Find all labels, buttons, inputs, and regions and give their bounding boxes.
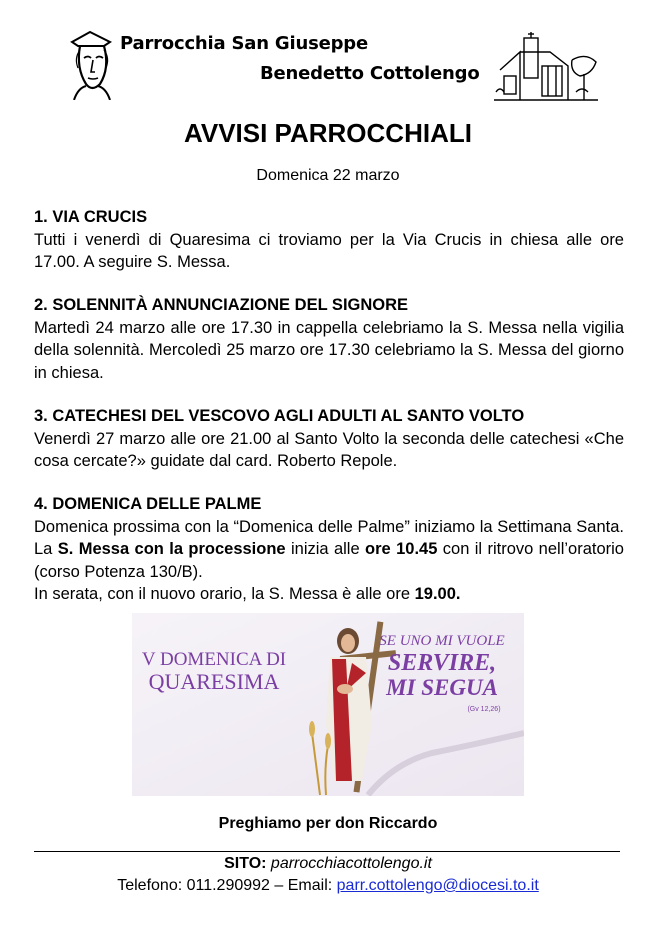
email-link[interactable]: parr.cottolengo@diocesi.to.it xyxy=(336,877,539,894)
contact-text: Telefono: 011.290992 – Email: xyxy=(117,877,337,894)
footer-divider xyxy=(34,851,620,852)
section-heading: 1. VIA CRUCIS xyxy=(34,208,148,226)
banner-left-line2: QUARESIMA xyxy=(148,669,280,694)
footer-contact xyxy=(0,877,656,895)
church-building-icon xyxy=(490,30,602,106)
parish-name-line1: Parrocchia San Giuseppe xyxy=(120,33,368,54)
page-title: AVVISI PARROCCHIALI xyxy=(184,118,472,148)
section-body: Tutti i venerdì di Quaresima ci troviamo per la Via Crucis in chiesa alle ore 17.00. A seguire S. Messa. xyxy=(34,230,624,271)
section-body: Venerdì 27 marzo alle ore 21.00 al Santo Volto la seconda delle catechesi «Che cosa cercate?» guidate dal card. Roberto Repole. xyxy=(34,429,624,470)
section-heading: 3. CATECHESI DEL VESCOVO AGLI ADULTI AL SANTO VOLTO xyxy=(34,407,525,425)
notice-catechesis xyxy=(34,405,624,473)
banner-quote-line2: SERVIRE, xyxy=(387,650,497,676)
parish-name-line2: Benedetto Cottolengo xyxy=(260,63,480,84)
notice-palm-sunday xyxy=(34,493,624,606)
section-body: Domenica prossima con la “Domenica delle Palme” iniziamo la Settimana Santa. La S. Messa con la processione inizia alle ore 10.45 con il ritrovo nell’oratorio (corso Potenza 130/B). xyxy=(34,517,624,581)
banner-quote-line3: MI SEGUA xyxy=(386,675,498,700)
banner-quote-line1: SE UNO MI VUOLE xyxy=(379,633,505,649)
section-body-line2: In serata, con il nuovo orario, la S. Messa è alle ore 19.00. xyxy=(34,585,461,603)
prayer-line: Preghiamo per don Riccardo xyxy=(218,815,438,832)
site-url[interactable]: parrocchiacottolengo.it xyxy=(270,855,432,872)
section-body: Martedì 24 marzo alle ore 17.30 in cappella celebriamo la S. Messa nella vigilia della solennità. Mercoledì 25 marzo ore 17.30 celebriamo la S. Messa del giorno in chiesa. xyxy=(34,318,624,382)
notice-annunciation xyxy=(34,294,624,384)
lent-banner-image xyxy=(132,613,524,796)
section-heading: 4. DOMENICA DELLE PALME xyxy=(34,495,262,513)
saint-portrait-icon xyxy=(64,28,120,100)
footer-website xyxy=(0,855,656,873)
letterhead xyxy=(0,0,656,110)
banner-left-line1: V DOMENICA DI xyxy=(141,649,287,670)
site-label: SITO: xyxy=(224,855,267,872)
notice-date: Domenica 22 marzo xyxy=(256,167,400,184)
banner-reference: (Gv 12,26) xyxy=(467,706,501,713)
section-heading: 2. SOLENNITÀ ANNUNCIAZIONE DEL SIGNORE xyxy=(34,296,409,314)
notice-via-crucis xyxy=(34,206,624,274)
